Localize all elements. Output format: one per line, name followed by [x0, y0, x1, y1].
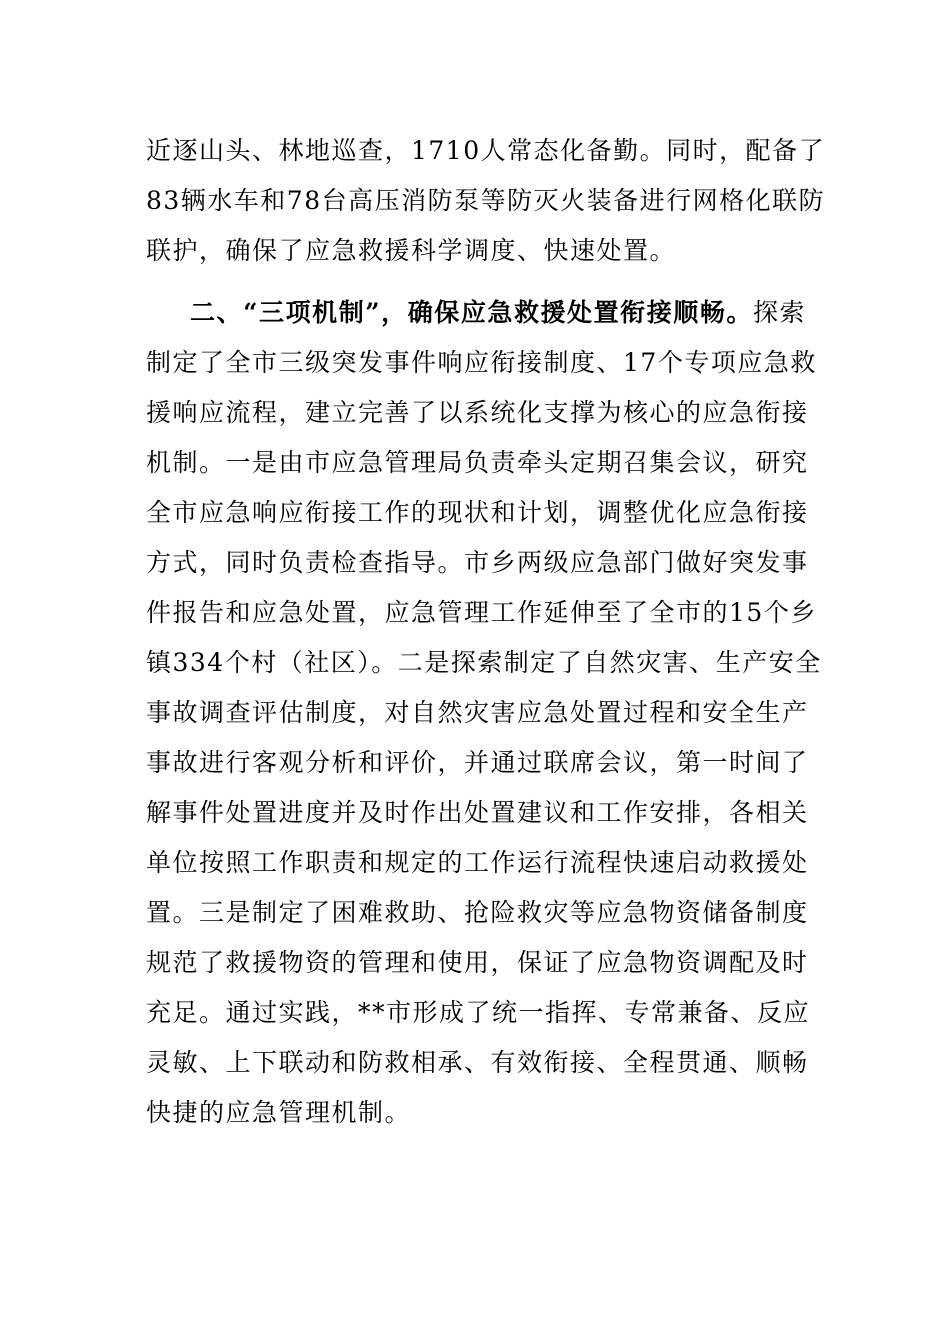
- paragraph-line: 近逐山头、林地巡查，1710人常态化备勤。同时，配备了: [146, 136, 826, 165]
- paragraph-line: 件报告和应急处置，应急管理工作延伸至了全市的15个乡: [146, 598, 817, 627]
- paragraph-line: 快捷的应急管理机制。: [146, 1098, 412, 1127]
- paragraph-line: 联护，确保了应急救援科学调度、快速处置。: [146, 236, 677, 265]
- paragraph-line: 方式，同时负责检查指导。市乡两级应急部门做好突发事: [146, 548, 809, 577]
- paragraph-line: 规范了救援物资的管理和使用，保证了应急物资调配及时: [146, 948, 809, 977]
- paragraph-line: 充足。通过实践，**市形成了统一指挥、专常兼备、反应: [146, 998, 811, 1027]
- paragraph-line: 83辆水车和78台高压消防泵等防灭火装备进行网格化联防: [146, 186, 826, 215]
- paragraph-line: 灵敏、上下联动和防救相承、有效衔接、全程贯通、顺畅: [146, 1048, 809, 1077]
- paragraph-line: 单位按照工作职责和规定的工作运行流程快速启动救援处: [146, 848, 809, 877]
- section-heading-line: [190, 288, 806, 338]
- paragraph-line: 事故进行客观分析和评价，并通过联席会议，第一时间了: [146, 748, 809, 777]
- paragraph-line: 援响应流程，建立完善了以系统化支撑为核心的应急衔接: [146, 398, 809, 427]
- paragraph-line: 全市应急响应衔接工作的现状和计划，调整优化应急衔接: [146, 498, 809, 527]
- heading-continuation: 探索: [752, 298, 806, 327]
- paragraph-line: 事故调查评估制度，对自然灾害应急处置过程和安全生产: [146, 698, 809, 727]
- paragraph-line: 机制。一是由市应急管理局负责牵头定期召集会议，研究: [146, 448, 809, 477]
- paragraph-line: 制定了全市三级突发事件响应衔接制度、17个专项应急救: [146, 348, 817, 377]
- paragraph-line: 解事件处置进度并及时作出处置建议和工作安排，各相关: [146, 798, 809, 827]
- section-heading: 二、“三项机制”，确保应急救援处置衔接顺畅。: [190, 298, 753, 327]
- paragraph-line: 置。三是制定了困难救助、抢险救灾等应急物资储备制度: [146, 898, 809, 927]
- paragraph-line: 镇334个村（社区）。二是探索制定了自然灾害、生产安全: [146, 648, 822, 677]
